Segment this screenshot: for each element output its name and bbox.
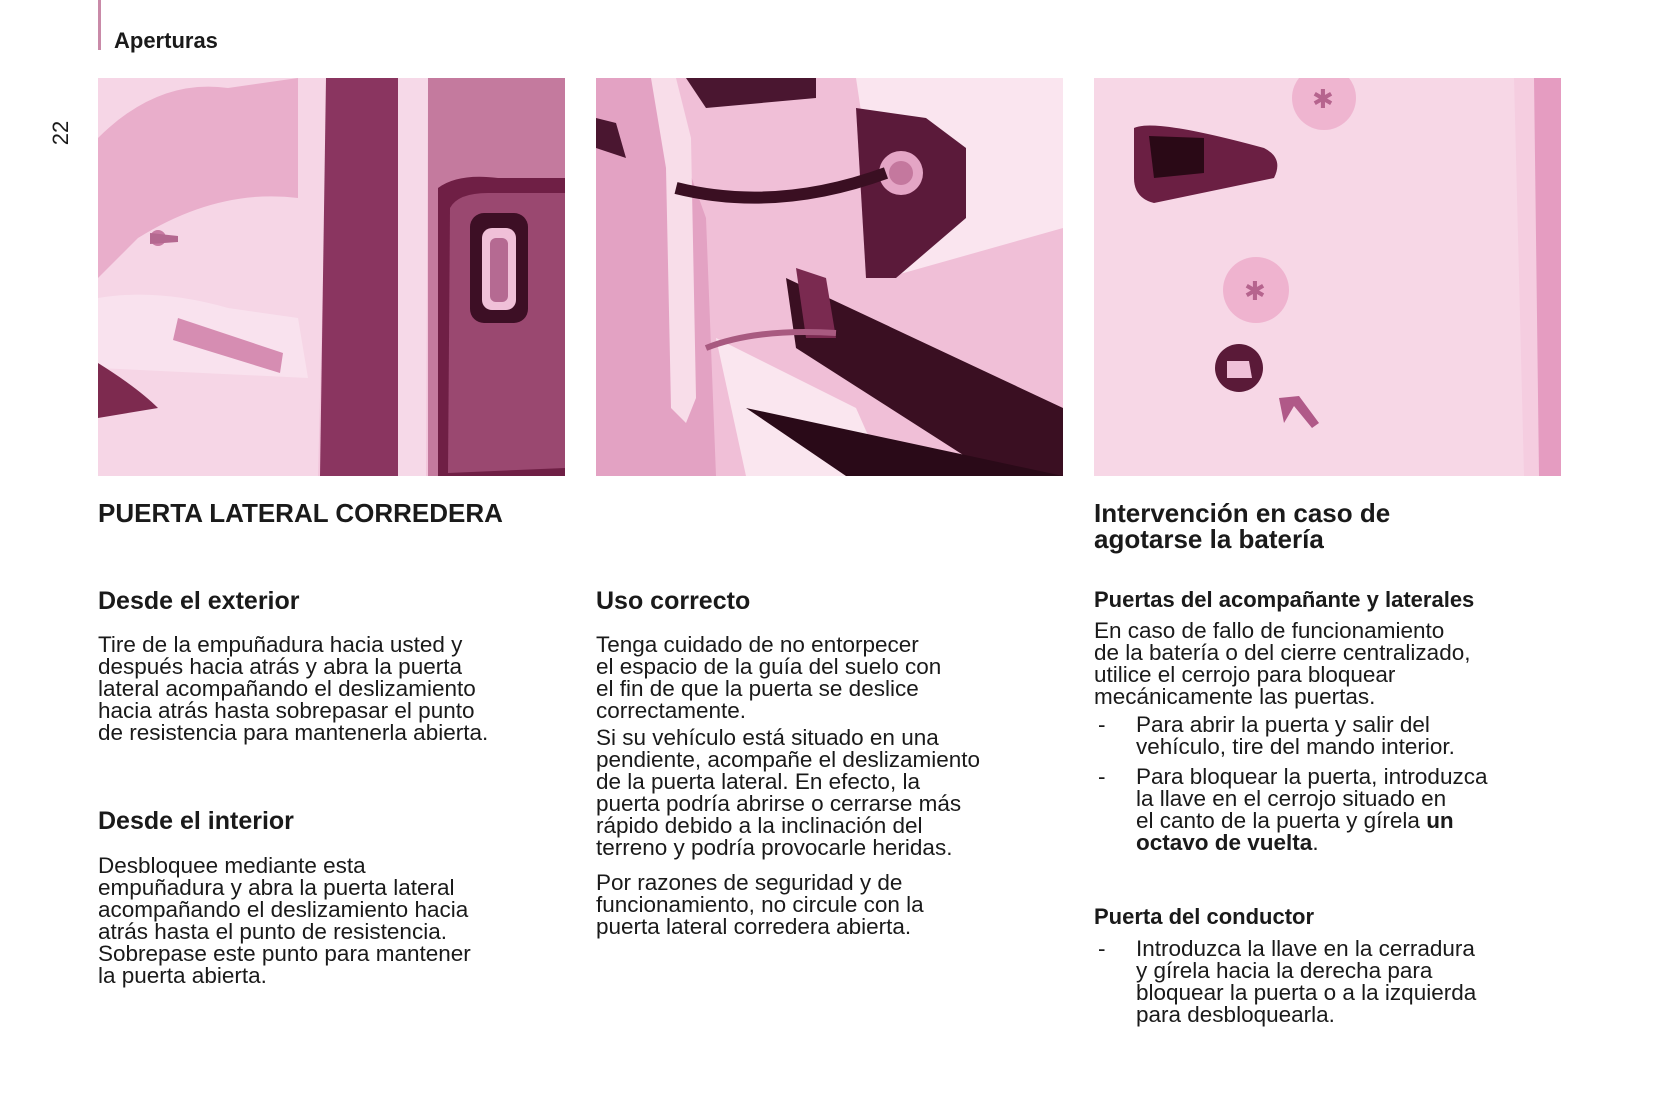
bullet-dash: - xyxy=(1098,712,1106,737)
sliding-door-exterior-handle-illustration xyxy=(98,78,565,476)
bullet-lock-bold-1: un xyxy=(1426,808,1454,833)
sliding-door-floor-guide-illustration xyxy=(596,78,1063,476)
interior-heading: Desde el interior xyxy=(98,807,294,835)
bullet-text-driver-door: Introduzca la llave en la cerradura y gírela hacia la derecha para bloquear la puerta o a la izquierda para desbloquearla. xyxy=(1136,936,1477,1027)
bullet-dash: - xyxy=(1098,936,1106,961)
passenger-doors-text: En caso de fallo de funcionamiento de la batería o del cierre centralizado, utilice el cerrojo para bloquear mecánicamente las puertas. xyxy=(1094,618,1471,709)
correct-use-paragraph-2: Si su vehículo está situado en una pendiente, acompañe el deslizamiento de la puerta lateral. En efecto, la puerta podría abrirse o cerrarse más rápido debido a la inclinación del terreno y podría provocarle heridas. xyxy=(596,725,981,860)
door-edge-lock-arrow-illustration xyxy=(1094,78,1561,476)
svg-text:✱: ✱ xyxy=(1244,277,1266,307)
battery-heading-line-1: Intervención en caso de xyxy=(1094,498,1391,528)
bullet-lock-bold-2: octavo de vuelta xyxy=(1136,830,1313,855)
bullet-lock-text: Para bloquear la puerta, introduzca la llave en el cerrojo situado en el canto de la puerta y gírela xyxy=(1136,764,1488,833)
driver-door-heading: Puerta del conductor xyxy=(1094,904,1315,929)
header-accent-bar xyxy=(98,0,101,50)
bullet-lock-end: . xyxy=(1312,830,1319,855)
svg-text:✱: ✱ xyxy=(1312,85,1334,115)
exterior-text: Tire de la empuñadura hacia usted y después hacia atrás y abra la puerta lateral acompañando el deslizamiento hacia atrás hasta sobrepasar el punto de resistencia para mantenerla abierta. xyxy=(98,632,489,745)
correct-use-paragraph-3: Por razones de seguridad y de funcionamiento, no circule con la puerta lateral corredera abierta. xyxy=(596,870,924,939)
passenger-doors-heading: Puertas del acompañante y laterales xyxy=(1094,587,1475,612)
interior-text: Desbloquee mediante esta empuñadura y abra la puerta lateral acompañando el deslizamiento hacia atrás hasta el punto de resistencia. Sobrepase este punto para mantener la puerta abierta. xyxy=(98,853,471,988)
bullet-text-lock-door xyxy=(1136,766,1576,854)
exterior-heading: Desde el exterior xyxy=(98,587,300,615)
battery-heading-line-2: agotarse la batería xyxy=(1094,524,1324,554)
bullet-dash: - xyxy=(1098,764,1106,789)
section-title: Aperturas xyxy=(114,28,218,53)
correct-use-heading: Uso correcto xyxy=(596,587,751,615)
page-number: 22 xyxy=(48,120,73,146)
bullet-text-open-door: Para abrir la puerta y salir del vehículo, tire del mando interior. xyxy=(1136,712,1455,759)
main-heading: PUERTA LATERAL CORREDERA xyxy=(98,498,503,528)
correct-use-paragraph-1: Tenga cuidado de no entorpecer el espacio de la guía del suelo con el fin de que la puerta se deslice correctamente. xyxy=(596,632,942,723)
